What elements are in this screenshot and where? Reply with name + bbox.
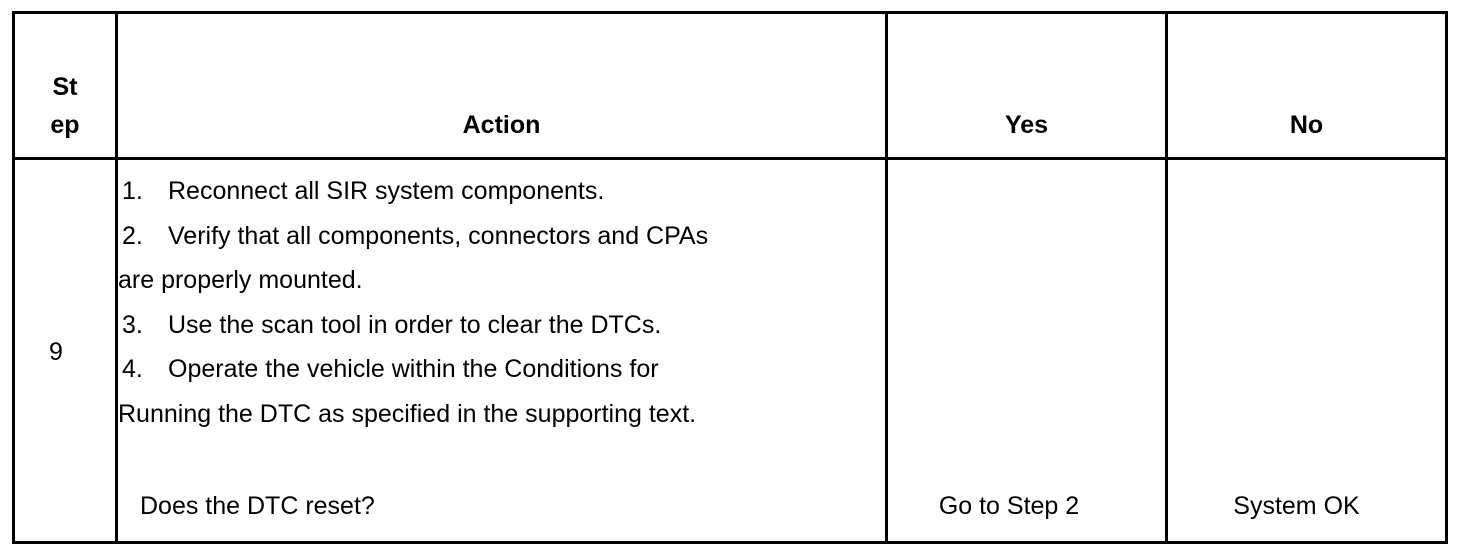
- header-step-line2: ep: [50, 111, 80, 139]
- action-list: [118, 169, 878, 436]
- step-number: 9: [49, 338, 63, 366]
- yes-result: Go to Step 2: [938, 492, 1080, 520]
- no-result: System OK: [1233, 492, 1360, 520]
- header-yes: Yes: [1004, 111, 1049, 139]
- column-divider-action: [885, 14, 888, 541]
- column-divider-yes: [1165, 14, 1168, 541]
- action-line: 4. Operate the vehicle within the Conditions for: [122, 355, 659, 383]
- action-line: 2. Verify that all components, connectors and CPAs: [122, 221, 709, 250]
- action-question: Does the DTC reset?: [140, 492, 375, 520]
- action-line: 3. Use the scan tool in order to clear the DTCs.: [122, 310, 662, 339]
- header-no: No: [1289, 111, 1324, 139]
- header-divider: [15, 157, 1445, 160]
- action-line: Running the DTC as specified in the supporting text.: [118, 399, 697, 428]
- action-line: 1. Reconnect all SIR system components.: [122, 177, 605, 205]
- action-line: are properly mounted.: [118, 266, 363, 294]
- header-step-line1: St: [52, 73, 78, 101]
- header-action: Action: [462, 111, 541, 139]
